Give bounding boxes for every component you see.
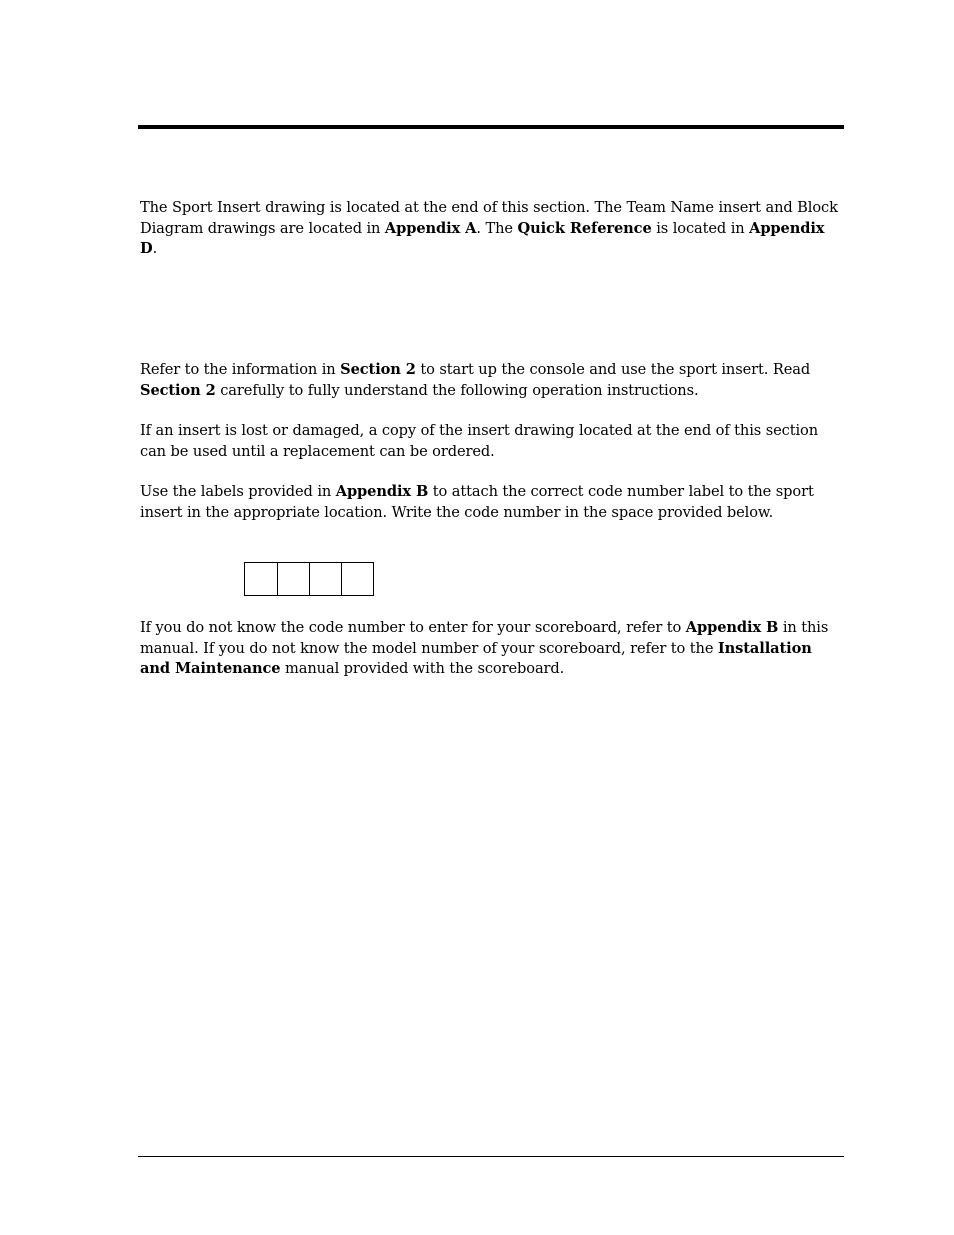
unknown-code-paragraph: If you do not know the code number to enter for your scoreboard, refer to Appendix B in this manual. If you do not know the model number of your scoreboard, refer to the Installation and Maintenance manual provided with the scoreboard. [140, 619, 829, 677]
lost-insert-paragraph: If an insert is lost or damaged, a copy of the insert drawing located at the end of this section can be used until a replacement can be ordered. [140, 422, 819, 460]
code-digit-box [277, 562, 310, 596]
code-label-paragraph: Use the labels provided in Appendix B to attach the correct code number label to the sport insert in the appropriate location. Write the code number in the space provided below. [140, 483, 814, 521]
code-digit-box [244, 562, 278, 596]
header-rule [138, 125, 844, 129]
code-number-boxes [244, 562, 374, 596]
intro-paragraph: The Sport Insert drawing is located at the end of this section. The Team Name insert and Block Diagram drawings are located in Appendix A. The Quick Reference is located in Appendix D. [140, 199, 838, 257]
footer-rule [138, 1156, 844, 1157]
code-digit-box [309, 562, 342, 596]
code-digit-box [341, 562, 374, 596]
refer-paragraph: Refer to the information in Section 2 to start up the console and use the sport insert. Read Section 2 carefully to fully understand the following operation instructions. [140, 361, 811, 399]
